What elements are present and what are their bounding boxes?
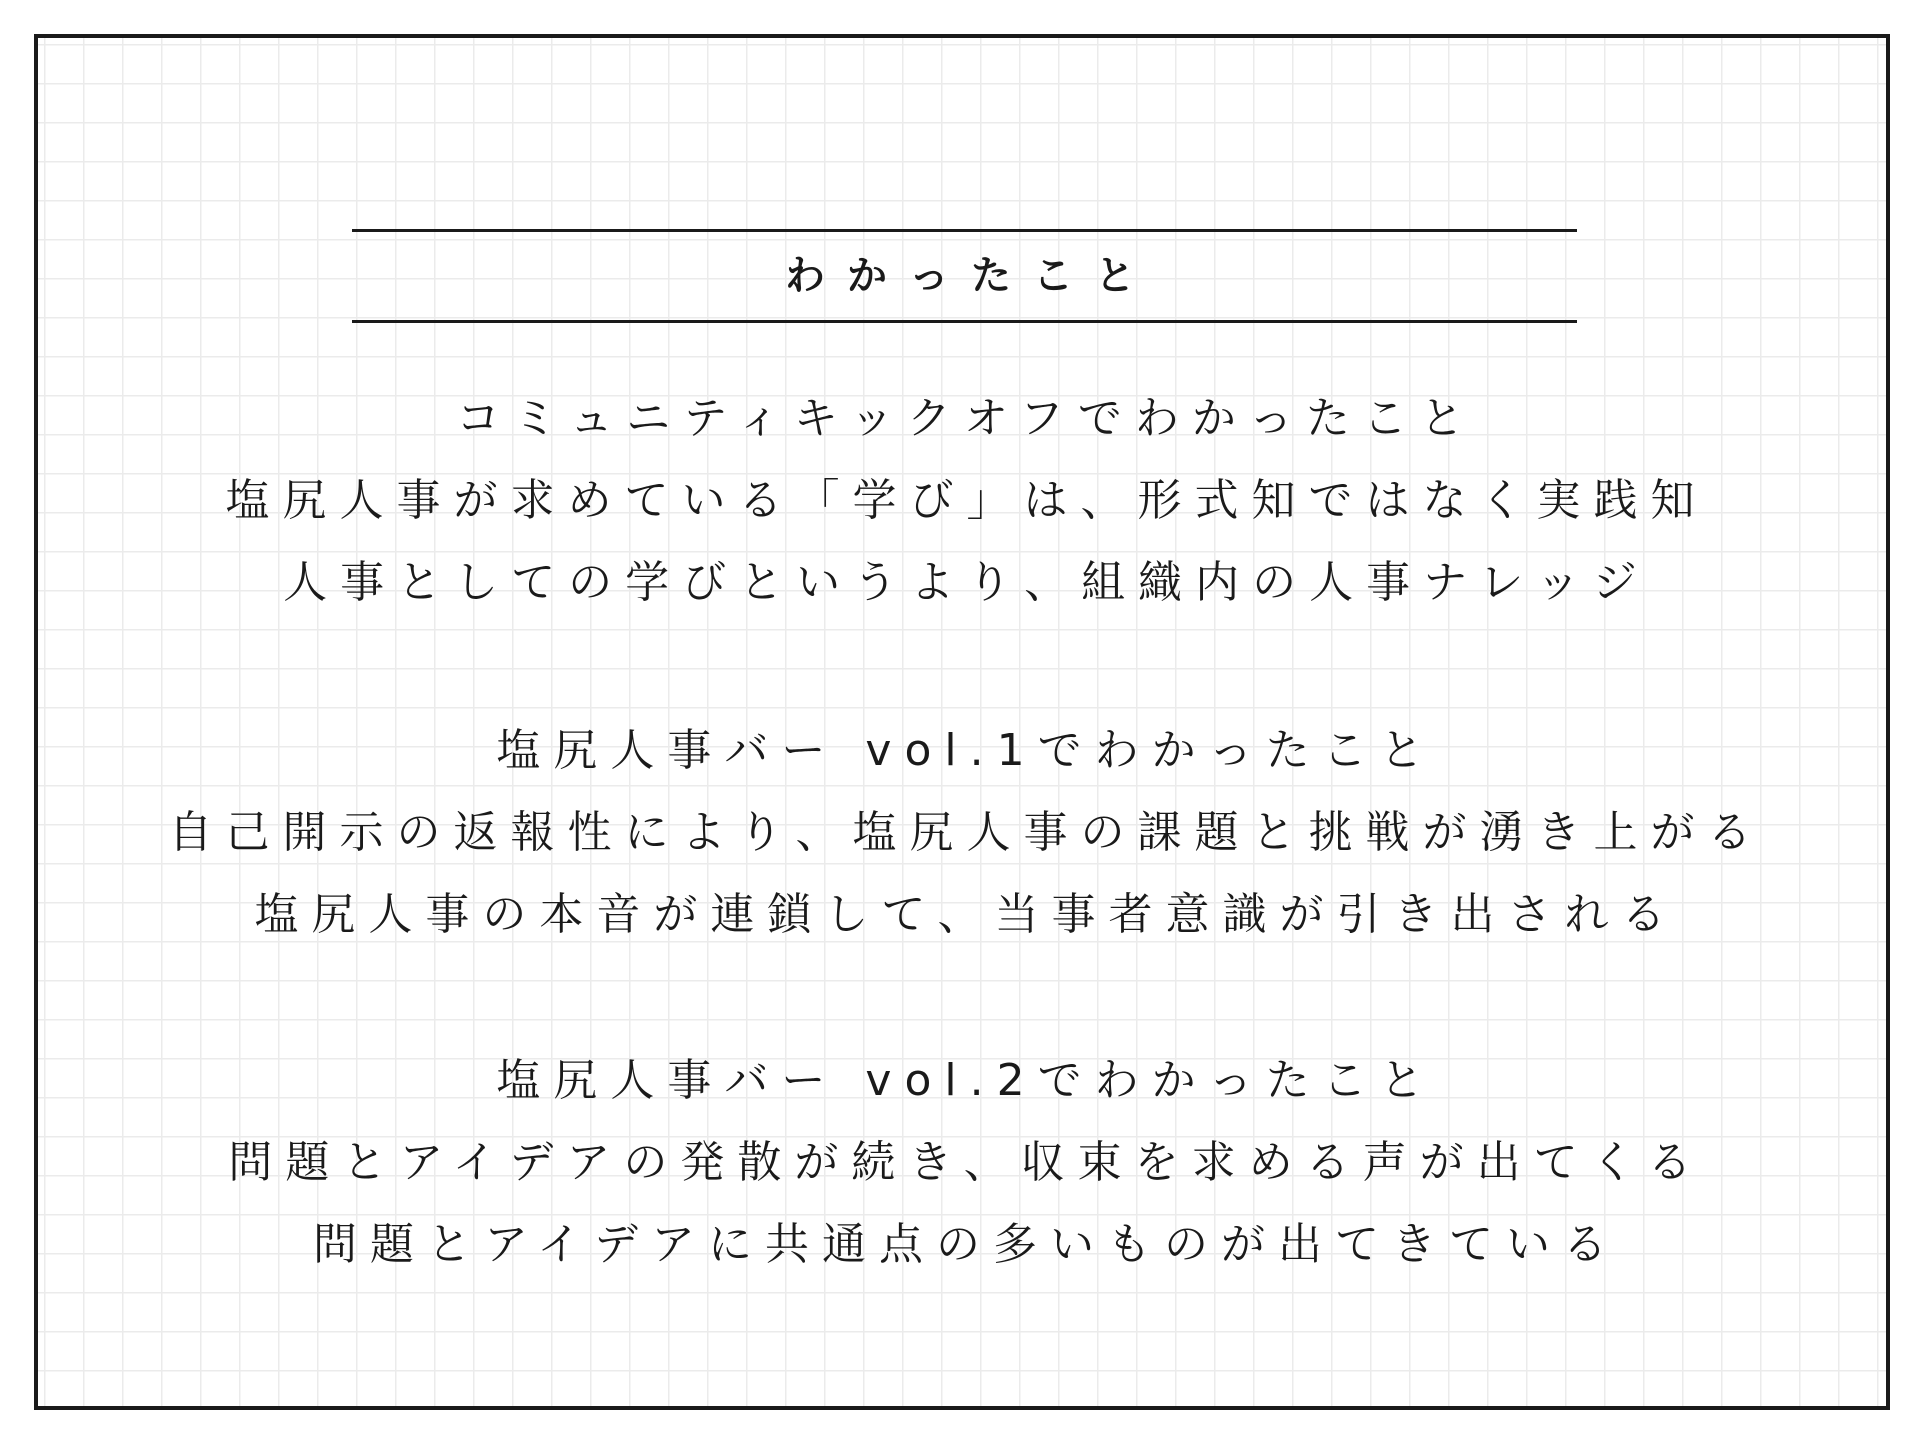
section-jinji-bar-vol2 [0, 1040, 1920, 1286]
section-line: 塩尻人事が求めている「学び」は、形式知ではなく実践知 [225, 475, 1708, 526]
page-heading: わかったこと [785, 253, 1157, 299]
section-line: 塩尻人事の本音が連鎖して、当事者意識が引き出される [254, 889, 1679, 940]
section-line: 人事としての学びというより、組織内の人事ナレッジ [283, 557, 1650, 608]
section-title: コミュニティキックオフでわかったこと [456, 393, 1477, 444]
section-community-kickoff [0, 378, 1920, 624]
section-jinji-bar-vol1 [0, 710, 1920, 956]
section-title: 塩尻人事バー vol.2でわかったこと [496, 1055, 1437, 1106]
section-line: 自己開示の返報性により、塩尻人事の課題と挑戦が湧き上がる [168, 807, 1765, 858]
section-line: 問題とアイデアの発散が続き、収束を求める声が出てくる [228, 1137, 1705, 1188]
heading-rule-bottom [352, 320, 1577, 323]
section-title: 塩尻人事バー vol.1でわかったこと [496, 725, 1437, 776]
heading-rule-top [352, 229, 1577, 232]
section-line: 問題とアイデアに共通点の多いものが出てきている [312, 1219, 1621, 1270]
